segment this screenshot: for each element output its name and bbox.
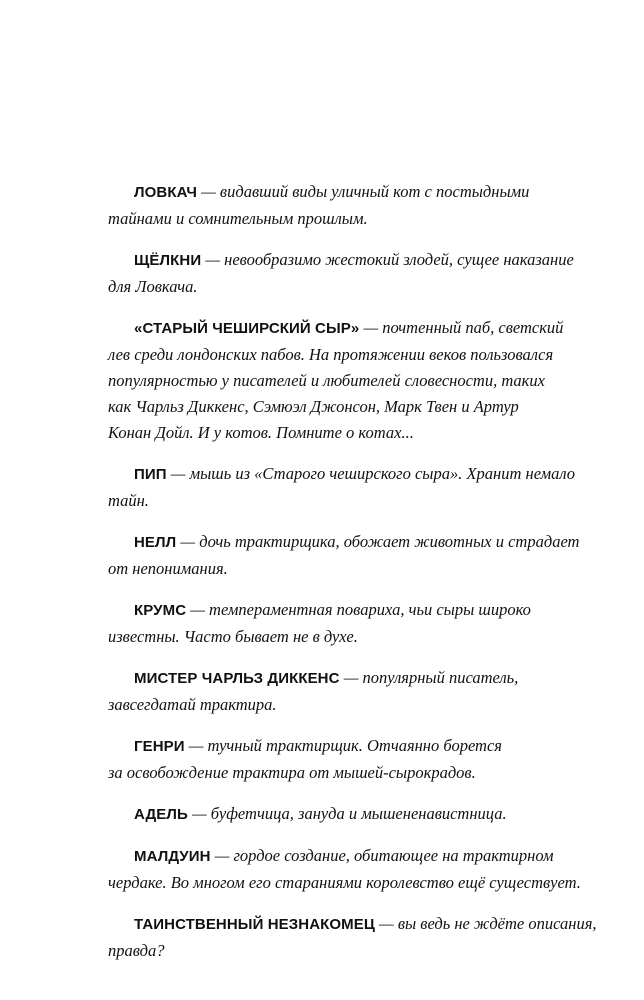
entry-henry bbox=[108, 733, 548, 786]
entry-first-line bbox=[108, 733, 548, 760]
character-name: «СТАРЫЙ ЧЕШИРСКИЙ СЫР» bbox=[134, 320, 360, 337]
entry-first-line bbox=[108, 529, 580, 556]
entry-line: тайнами и сомнительным прошлым. bbox=[108, 209, 368, 228]
character-description: — гордое создание, обитающее на трактирном bbox=[214, 846, 554, 865]
character-name: ГЕНРИ bbox=[134, 738, 185, 755]
entry-cheshire-cheese bbox=[108, 315, 564, 446]
entry-first-line bbox=[108, 461, 576, 488]
character-description: — популярный писатель, bbox=[343, 668, 519, 687]
entry-line: за освобождение трактира от мышей-сырокрадов. bbox=[108, 763, 476, 782]
character-name: АДЕЛЬ bbox=[134, 806, 188, 823]
character-name: НЕЛЛ bbox=[134, 534, 177, 551]
entry-nell bbox=[108, 529, 580, 582]
entry-first-line bbox=[108, 801, 548, 828]
character-description: — тучный трактирщик. Отчаянно борется bbox=[188, 736, 502, 755]
entry-line: популярностью у писателей и любителей словесности, таких bbox=[108, 371, 545, 390]
entry-dickens bbox=[108, 665, 548, 718]
entry-line: для Ловкача. bbox=[108, 277, 198, 296]
entry-first-line bbox=[108, 315, 564, 342]
entry-line: тайн. bbox=[108, 491, 149, 510]
character-name: ПИП bbox=[134, 466, 167, 483]
character-description: — буфетчица, зануда и мышененавистница. bbox=[192, 804, 507, 823]
character-name: ЩЁЛКНИ bbox=[134, 252, 202, 269]
entry-line: завсегдатай трактира. bbox=[108, 695, 277, 714]
entry-line: лев среди лондонских пабов. На протяжении веков пользовался bbox=[108, 345, 554, 364]
character-description: — мышь из «Старого чеширского сыра». Хранит немало bbox=[170, 464, 576, 483]
entry-first-line bbox=[108, 843, 554, 870]
character-description: — видавший виды уличный кот с постыдными bbox=[201, 182, 530, 201]
character-description: — почтенный паб, светский bbox=[363, 318, 564, 337]
entry-krums bbox=[108, 597, 548, 650]
entry-first-line bbox=[108, 665, 548, 692]
entry-line: известны. Часто бывает не в духе. bbox=[108, 627, 358, 646]
character-description: — дочь трактирщика, обожает животных и страдает bbox=[180, 532, 580, 551]
character-description: — темпераментная повариха, чьи сыры широко bbox=[190, 600, 531, 619]
entry-lovkach bbox=[108, 179, 548, 232]
character-description: — невообразимо жестокий злодей, сущее наказание bbox=[205, 250, 574, 269]
entry-adel bbox=[108, 801, 548, 828]
character-name: КРУМС bbox=[134, 602, 187, 619]
character-description: — вы ведь не ждёте описания, bbox=[379, 914, 597, 933]
entry-malduin bbox=[108, 843, 581, 896]
entry-first-line bbox=[108, 911, 597, 938]
character-name: МАЛДУИН bbox=[134, 848, 211, 865]
entry-pip bbox=[108, 461, 576, 514]
entry-first-line bbox=[108, 247, 574, 274]
entry-shchelkni bbox=[108, 247, 574, 300]
entry-line: Конан Дойл. И у котов. Помните о котах... bbox=[108, 423, 414, 442]
character-name: ТАИНСТВЕННЫЙ НЕЗНАКОМЕЦ bbox=[134, 916, 375, 933]
entry-line: правда? bbox=[108, 941, 165, 960]
entry-line: от непонимания. bbox=[108, 559, 228, 578]
entry-stranger bbox=[108, 911, 597, 964]
entry-line: чердаке. Во многом его стараниями королевство ещё существует. bbox=[108, 873, 581, 892]
character-name: ЛОВКАЧ bbox=[134, 184, 198, 201]
entry-first-line bbox=[108, 179, 548, 206]
character-list bbox=[108, 179, 597, 979]
character-name: МИСТЕР ЧАРЛЬЗ ДИККЕНС bbox=[134, 670, 340, 687]
entry-first-line bbox=[108, 597, 548, 624]
entry-line: как Чарльз Диккенс, Сэмюэл Джонсон, Марк Твен и Артур bbox=[108, 397, 519, 416]
